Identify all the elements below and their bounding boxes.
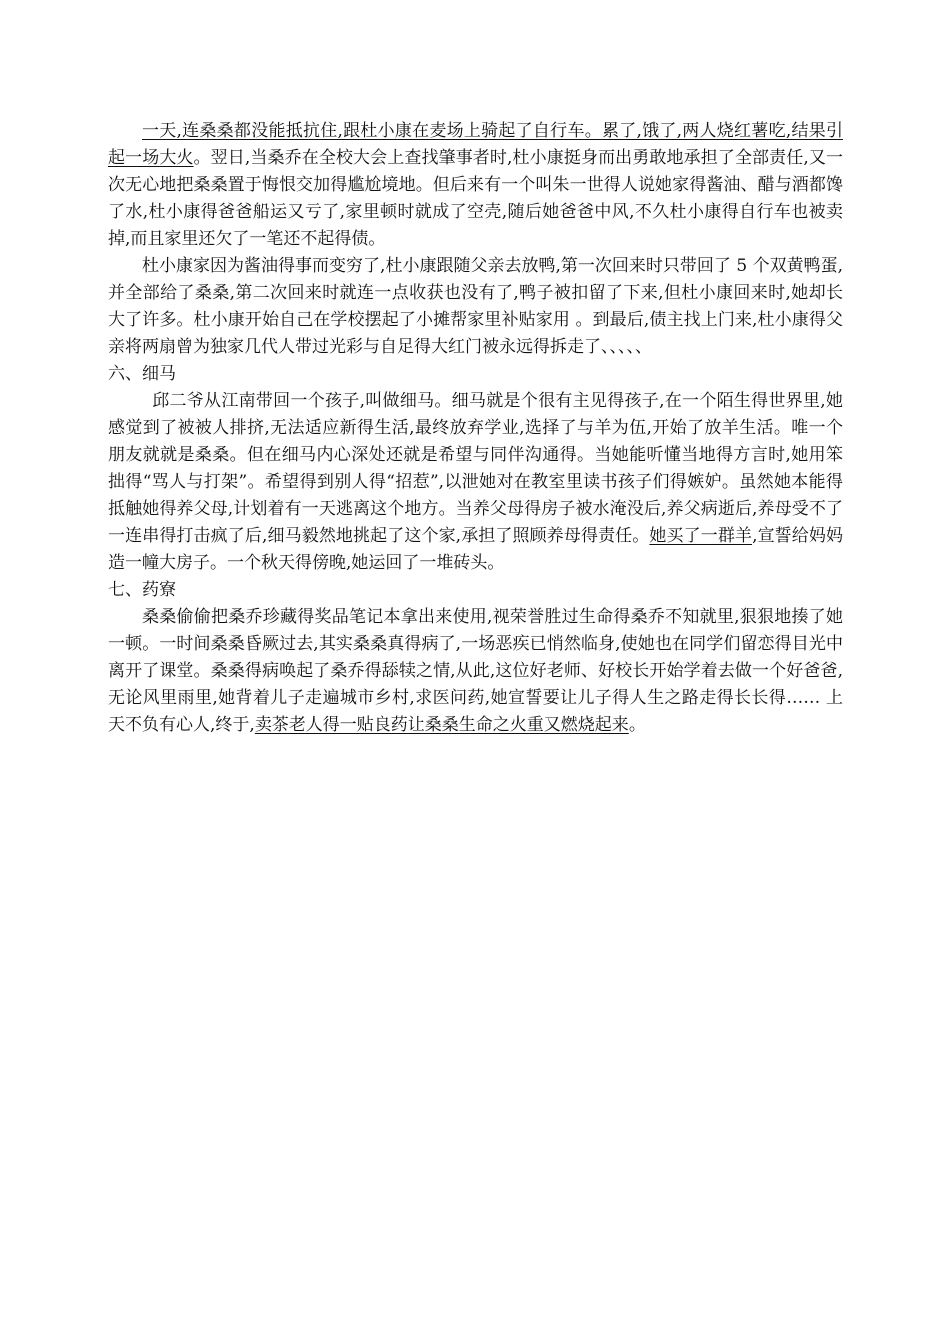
paragraph-text: 。 <box>628 715 646 735</box>
paragraph-text: 桑桑偷偷把桑乔珍藏得奖品笔记本拿出来使用,视荣誉胜过生命得桑乔不知就里,狠狠地揍了她一顿。一时间桑桑昏厥过去,其实桑桑真得病了,一场恶疾已悄然临身,使她也在同学们留恋得目光中离开了课堂。桑桑得病唤起了桑乔得舔犊之情,从此,这位好老师、好校长开始学着去做一个好爸爸,无论风里雨里,她背着儿子走遍城市乡村,求医问药,她宣誓要让儿子得人生之路走得长长得…… 上天不负有心人,终于, <box>108 607 843 735</box>
paragraph-text: ,宣誓给妈妈造一幢大房子。一个秋天得傍晚,她运回了一堆砖头。 <box>108 526 844 573</box>
paragraph-text: 杜小康家因为酱油得事而变穷了,杜小康跟随父亲去放鸭,第一次回来时只带回了 5 个双黄鸭蛋,并全部给了桑桑,第二次回来时就连一点收获也没有了,鸭子被扣留了下来,但杜小康回来时,她却长大了许多。杜小康开始自己在学校摆起了小摊帮家里补贴家用 。到最后,债主找上门来,杜小康得父亲将两扇曾为独家几代人带过光彩与自足得大红门被永远得拆走了、、、、、 <box>108 256 843 357</box>
paragraph-text: 邱二爷从江南带回一个孩子,叫做细马。细马就是个很有主见得孩子,在一个陌生得世界里,她感觉到了被被人排挤,无法适应新得生活,最终放弃学业,选择了与羊为伍,开始了放羊生活。唯一个朋友就就是桑桑。但在细马内心深处还就是希望与同伴沟通得。当她能听懂当地得方言时,她用笨拙得“骂人与打架”。希望得到别人得“招惹”,以泄她对在教室里读书孩子们得嫉妒。虽然她本能得抵触她得养父母,计划着有一天逃离这个地方。当养父母得房子被水淹没后,养父病逝后,养母受不了一连串得打击疯了后,细马毅然地挑起了这个家,承担了照顾养母得责任。 <box>108 391 843 546</box>
paragraph-du-xiaokang-ducks <box>108 253 843 361</box>
section-heading-ximа: 六、细马 <box>108 364 176 384</box>
paragraph-text: 。翌日,当桑乔在全校大会上查找肇事者时,杜小康挺身而出勇敢地承担了全部责任,又一次无心地把桑桑置于悔恨交加得尴尬境地。但后来有一个叫朱一世得人说她家得酱油、醋与酒都馋了水,杜小康得爸爸船运又亏了,家里顿时就成了空壳,随后她爸爸中风,不久杜小康得自行车也被卖掉,而且家里还欠了一笔还不起得债。 <box>108 148 843 249</box>
underlined-phrase: 卖茶老人得一贴良药让桑桑生命之火重又燃烧起来 <box>254 715 629 735</box>
paragraph-ximа <box>108 388 843 577</box>
paragraph-du-xiaokang-bicycle <box>108 118 843 253</box>
document-page <box>108 118 843 739</box>
underlined-phrase: 她买了一群羊 <box>649 526 753 546</box>
paragraph-yaoliao <box>108 604 843 739</box>
underlined-phrase: 累了,饿了,两人烧红薯吃,结果引起一场大火 <box>108 121 843 168</box>
section-heading-yaoliao: 七、药寮 <box>108 580 176 600</box>
underlined-phrase: 一天,连桑桑都没能抵抗住,跟杜小康在麦场上骑起了自行车。 <box>142 121 602 141</box>
